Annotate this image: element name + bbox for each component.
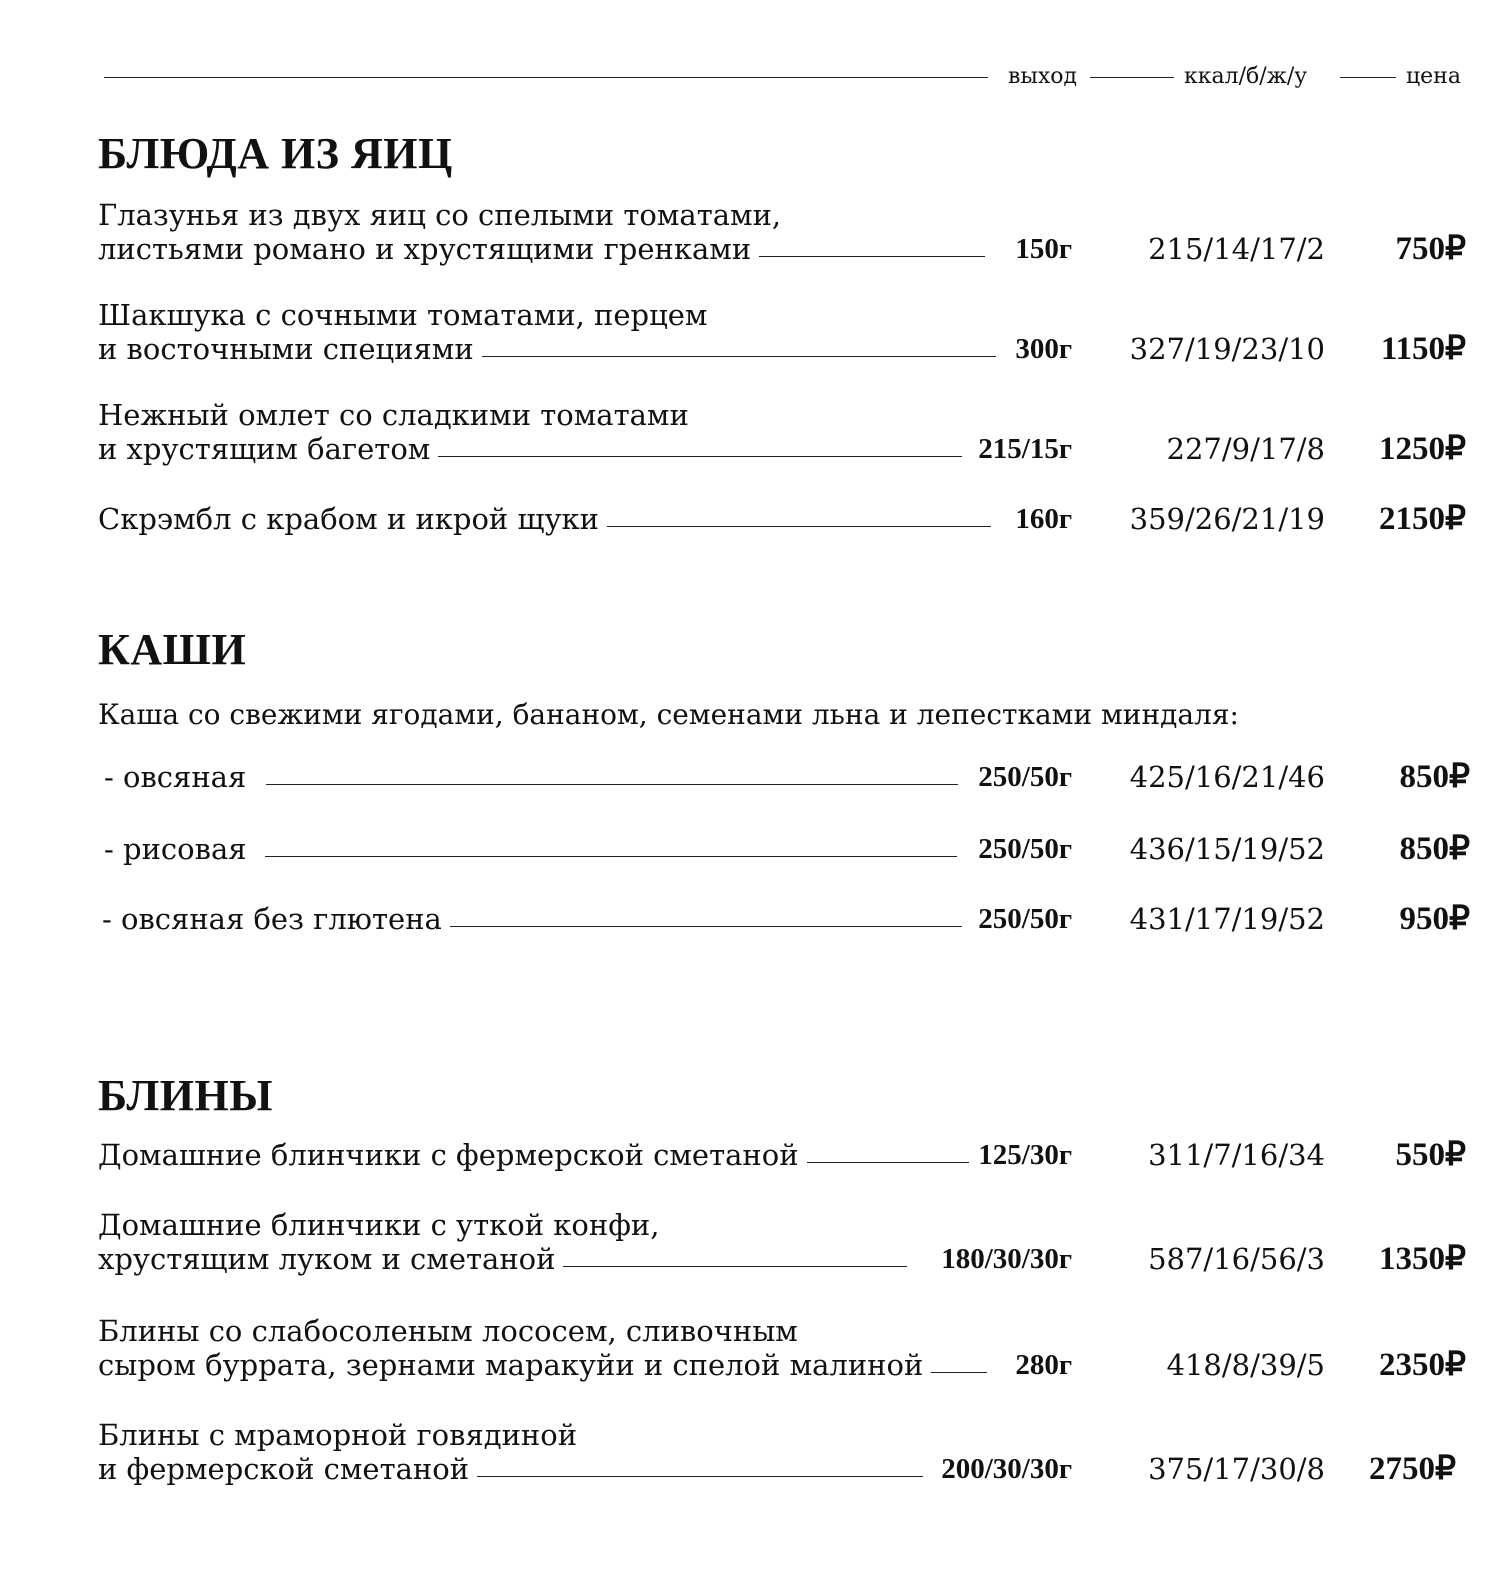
item-nutrition: 311/7/16/34 <box>1148 1138 1325 1172</box>
item-nutrition: 227/9/17/8 <box>1166 432 1325 466</box>
item-nutrition: 327/19/23/10 <box>1129 332 1325 366</box>
item-weight: 125/30г <box>978 1139 1072 1171</box>
item-price: 550₽ <box>1395 1137 1466 1173</box>
dot-leader <box>607 526 991 527</box>
menu-item <box>98 298 1468 366</box>
item-nutrition: 215/14/17/2 <box>1148 232 1325 266</box>
dot-leader <box>807 1162 969 1163</box>
section-description: Каша со свежими ягодами, бананом, семенами льна и лепестками миндаля: <box>98 698 1239 731</box>
item-nutrition: 587/16/56/3 <box>1148 1242 1325 1276</box>
menu-item <box>104 832 1474 866</box>
header-rule <box>104 77 988 78</box>
item-weight: 250/50г <box>978 833 1072 865</box>
item-weight: 215/15г <box>978 433 1072 465</box>
item-name-line2: сыром буррата, зернами маракуйи и спелой малиной <box>98 1348 924 1382</box>
dot-leader <box>482 356 996 357</box>
item-name-line2: листьями романо и хрустящими гренками <box>98 232 752 266</box>
dot-leader <box>265 856 957 857</box>
header-nutrition-label: ккал/б/ж/у <box>1184 64 1308 89</box>
item-price: 2750₽ <box>1369 1451 1456 1487</box>
item-nutrition: 436/15/19/52 <box>1129 832 1325 866</box>
dot-leader <box>266 784 958 785</box>
menu-item <box>104 760 1474 794</box>
item-price: 1250₽ <box>1379 431 1466 467</box>
item-weight: 180/30/30г <box>941 1243 1072 1275</box>
item-price: 1350₽ <box>1379 1241 1466 1277</box>
menu-item <box>98 1314 1468 1382</box>
item-weight: 160г <box>1015 503 1072 535</box>
item-name: Скрэмбл с крабом и икрой щуки <box>98 502 599 536</box>
item-name: - овсяная без глютена <box>102 902 442 936</box>
header-rule <box>1340 77 1396 78</box>
menu-item <box>102 902 1472 936</box>
item-price: 750₽ <box>1395 231 1466 267</box>
item-price: 2350₽ <box>1379 1347 1466 1383</box>
item-name: - овсяная <box>104 760 247 794</box>
item-name-line1: Нежный омлет со сладкими томатами <box>98 398 689 432</box>
section-title-eggs: БЛЮДА ИЗ ЯИЦ <box>98 129 453 178</box>
dot-leader <box>450 926 962 927</box>
item-name: Домашние блинчики с фермерской сметаной <box>98 1138 799 1172</box>
item-name-line1: Блины со слабосоленым лососем, сливочным <box>98 1314 798 1348</box>
item-weight: 200/30/30г <box>941 1453 1072 1485</box>
item-nutrition: 375/17/30/8 <box>1148 1452 1325 1486</box>
item-name-line1: Блины с мраморной говядиной <box>98 1418 578 1452</box>
item-name-line2: и хрустящим багетом <box>98 432 431 466</box>
section-title-pancakes: БЛИНЫ <box>98 1071 273 1120</box>
menu-item <box>98 1208 1468 1276</box>
menu-item <box>98 398 1468 466</box>
section-title-porridge: КАШИ <box>98 625 247 674</box>
menu-item <box>98 1138 1468 1172</box>
dot-leader <box>563 1266 907 1267</box>
item-price: 1150₽ <box>1380 331 1466 367</box>
header-yield-label: выход <box>1008 64 1078 89</box>
item-price: 950₽ <box>1399 901 1470 937</box>
item-name-line1: Глазунья из двух яиц со спелыми томатами, <box>98 198 782 232</box>
item-price: 2150₽ <box>1379 501 1466 537</box>
item-nutrition: 359/26/21/19 <box>1129 502 1325 536</box>
item-weight: 280г <box>1015 1349 1072 1381</box>
menu-item <box>98 502 1468 536</box>
header-rule <box>1090 77 1174 78</box>
item-weight: 250/50г <box>978 761 1072 793</box>
column-header <box>104 62 1466 92</box>
dot-leader <box>477 1476 923 1477</box>
item-weight: 250/50г <box>978 903 1072 935</box>
dot-leader <box>438 456 962 457</box>
item-name-line1: Шакшука с сочными томатами, перцем <box>98 298 708 332</box>
menu-item <box>98 198 1468 266</box>
dot-leader <box>759 256 985 257</box>
item-name-line2: и восточными специями <box>98 332 474 366</box>
dot-leader <box>931 1372 987 1373</box>
item-name-line2: и фермерской сметаной <box>98 1452 470 1486</box>
menu-item <box>98 1418 1468 1486</box>
item-name: - рисовая <box>104 832 247 866</box>
item-nutrition: 431/17/19/52 <box>1129 902 1325 936</box>
item-weight: 150г <box>1015 233 1072 265</box>
header-price-label: цена <box>1406 64 1461 89</box>
item-nutrition: 425/16/21/46 <box>1129 760 1325 794</box>
item-name-line1: Домашние блинчики с уткой конфи, <box>98 1208 660 1242</box>
item-weight: 300г <box>1015 333 1072 365</box>
item-price: 850₽ <box>1399 759 1470 795</box>
item-name-line2: хрустящим луком и сметаной <box>98 1242 556 1276</box>
item-price: 850₽ <box>1399 831 1470 867</box>
item-nutrition: 418/8/39/5 <box>1166 1348 1325 1382</box>
